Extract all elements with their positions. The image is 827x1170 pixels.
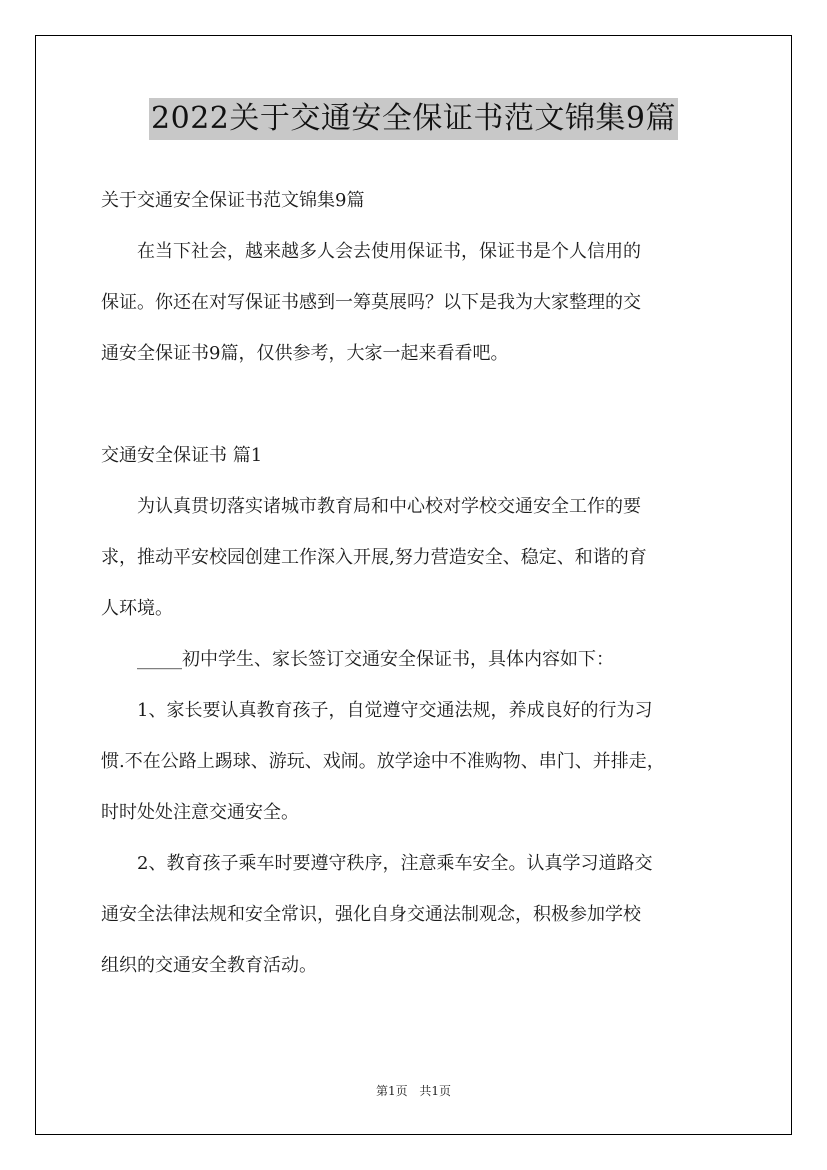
section-heading: 交通安全保证书 篇1: [101, 445, 263, 466]
text-line: 2、教育孩子乘车时要遵守秩序，注意乘车安全。认真学习道路交: [101, 853, 653, 874]
text-line: 1、家长要认真教育孩子，自觉遵守交通法规，养成良好的行为习: [101, 700, 653, 721]
text-line: 人环境。: [101, 598, 173, 619]
page-footer: [0, 1083, 827, 1099]
text-line: _____初中学生、家长签订交通安全保证书，具体内容如下：: [101, 649, 614, 670]
subtitle-line: 关于交通安全保证书范文锦集9篇: [101, 190, 365, 211]
blank-line: [101, 379, 731, 430]
page-number: 第1页: [375, 1084, 408, 1098]
text-line: 为认真贯切落实诸城市教育局和中心校对学校交通安全工作的要: [101, 496, 641, 517]
text-line: 惯.不在公路上踢球、游玩、戏闹。放学途中不准购物、串门、并排走，: [101, 751, 665, 772]
text-line: 求，推动平安校园创建工作深入开展,努力营造安全、稳定、和谐的育: [101, 547, 647, 568]
title-container: [0, 98, 827, 140]
document-title: 2022关于交通安全保证书范文锦集9篇: [149, 98, 678, 140]
text-line: 通安全法律法规和安全常识，强化自身交通法制观念，积极参加学校: [101, 904, 641, 925]
text-line: 通安全保证书9篇，仅供参考，大家一起来看看吧。: [101, 343, 509, 364]
page-total: 共1页: [419, 1084, 452, 1098]
text-line: 时时处处注意交通安全。: [101, 802, 299, 823]
document-body: [101, 175, 731, 991]
text-line: 保证。你还在对写保证书感到一筹莫展吗？以下是我为大家整理的交: [101, 292, 641, 313]
text-line: 组织的交通安全教育活动。: [101, 955, 317, 976]
text-line: 在当下社会，越来越多人会去使用保证书，保证书是个人信用的: [101, 241, 641, 262]
